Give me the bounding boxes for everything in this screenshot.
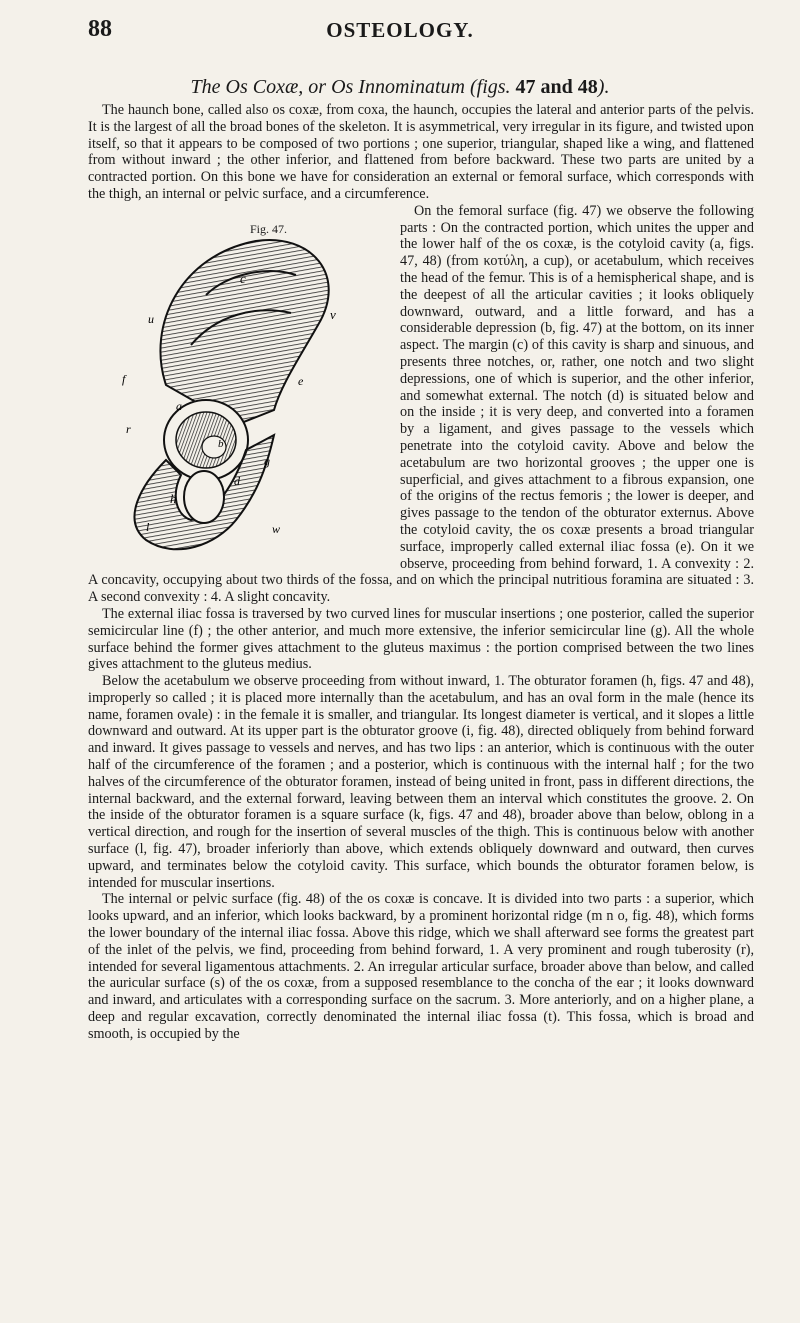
fig-letter-u: u (148, 311, 154, 326)
fig-letter-d: d (234, 473, 240, 488)
fig-letter-b: b (218, 437, 224, 450)
obturator-foramen-shape (184, 471, 224, 523)
title-text: The Os Coxæ, or Os Innominatum ( (190, 76, 477, 98)
paragraph-2 (88, 203, 754, 606)
fig-letter-e: e (298, 373, 304, 388)
fig-letter-c: c (240, 270, 246, 286)
page-number: 88 (88, 16, 112, 42)
fig-letter-l: l (146, 519, 150, 534)
fig-letter-w: w (272, 521, 281, 536)
page-header (0, 14, 800, 54)
fig-letter-r: r (126, 421, 131, 436)
paragraph-2-text: On the femoral surface (fig. 47) we observe the following parts : On the contracted portion, which unites the upper and the lower half of the os coxæ, is the cotyloid cavity (a, figs. 47, 48) (from κοτύλη, a cup), or acetabulum, which receives the head of the femur. This is of a hemispherical shape, and is the deepest of all the articular cavities ; it looks obliquely downward, outward, and a little forward, and has a considerable depression (b, fig. 47) at the bottom, on its inner aspect. The margin (c) of this cavity is sharp and sinuous, and presents three notches, or, rather, one notch and two slight depressions, one of which is superior, and the other inferior, and somewhat external. The notch (d) is situated below and on the inside ; it is very deep, and converted into a foramen by a ligament, and gives passage to the vessels which penetrate into the cotyloid cavity. Above and below the acetabulum are two horizontal grooves ; the upper one is superficial, and gives attachment to a fibrous expansion, one of the origins of the rectus femoris ; the lower is deeper, and gives passage to the tendon of the obturator externus. Above the cotyloid cavity, the os coxæ presents a broad triangular surface, improperly called external iliac fossa (e). On it we observe, proceeding from behind forward, 1. A convexity : 2. A concavity, occupying about two thirds of the fossa, and on which the principal nutritious foramina are situated : 3. A second convexity : 4. A slight concavity. (88, 202, 754, 606)
figure-label: Fig. 47. (250, 221, 288, 236)
iliac-wing-shape (160, 240, 328, 425)
body-text (88, 102, 754, 1043)
figure-47 (86, 221, 392, 567)
hip-bone-illustration (86, 235, 386, 565)
fig-letter-v: v (330, 306, 336, 322)
fig-letter-f: f (122, 371, 126, 386)
paragraph-1: The haunch bone, called also os coxæ, from coxa, the haunch, occupies the lateral and anterior parts of the pelvis. It is the largest of all the broad bones of the skeleton. It is asymmetrical, very irregular in its figure, and twisted upon itself, so that it appears to be composed of two portions ; one superior, triangular, shaped like a wing, and flattened from without inward ; the other inferior, and flattened from before backward. These two parts are united by a contracted portion. On this bone we have for consideration an external or femoral surface, which corresponds with the thigh, an internal or pelvic surface, and a circumference. (88, 102, 754, 202)
title-fig-numbers: 47 and 48 (510, 76, 598, 98)
paragraph-3: The external iliac fossa is traversed by two curved lines for muscular insertions ; one posterior, called the superior semicircular line (f) ; the other anterior, and much more extensive, the inferior semicircular line (g). All the whole surface behind the former gives attachment to the gluteus maximus : the portion comprised between the two lines gives attachment to the gluteus medius. (88, 605, 754, 673)
running-head: OSTEOLOGY. (326, 18, 474, 42)
fig-letter-a: a (176, 398, 182, 413)
title-figs: figs. (476, 76, 511, 98)
title-close: ). (597, 76, 610, 98)
paragraph-4: Below the acetabulum we observe proceeding from without inward, 1. The obturator foramen (h, figs. 47 and 48), improperly so called ; it is placed more internally than the acetabulum, and has an oval form in the male (hence its name, foramen ovale) : in the female it is smaller, and triangular. Its longest diameter is vertical, and it slopes a little downward and outward. At its upper part is the obturator groove (i, fig. 48), directed obliquely from behind forward and inward. It gives passage to vessels and nerves, and has two lips : an anterior, which is continuous with the outer half of the circumference of the foramen ; and a posterior, which is continuous with the internal half ; for the two halves of the circumference of the obturator foramen, instead of being united in front, pass in different directions, the internal backward, and the external forward, leaving between them an interval which constitutes the groove. 2. On the inside of the obturator foramen is a square surface (k, figs. 47 and 48), broader above than below, oblong in a vertical direction, and rough for the insertion of several muscles of the thigh. This is continuous below with another surface (l, fig. 47), broader inferiorly than above, which extends obliquely downward and outward, then curves upward, and terminates below the cotyloid cavity. This surface, which bounds the obturator foramen below, is intended for muscular insertions. (88, 673, 754, 891)
fig-letter-h: h (170, 490, 177, 506)
section-title (0, 76, 800, 99)
fig-letter-g: g (264, 453, 270, 468)
paragraph-5: The internal or pelvic surface (fig. 48) of the os coxæ is concave. It is divided into two parts : a superior, which looks upward, and an inferior, which looks backward, by a prominent horizontal ridge (m n o, fig. 48), which forms the lower boundary of the internal iliac fossa. Above this ridge, which we shall afterward see forms the greatest part of the inlet of the pelvis, we find, proceeding from behind forward, 1. A very prominent and rough tuberosity (r), intended for several ligamentous attachments. 2. An irregular articular surface, broader above than below, and called the auricular surface (s) of the os coxæ, from a supposed resemblance to the concha of the ear ; it looks downward and inward, and articulates with a corresponding surface on the sacrum. 3. More anteriorly, and on a higher plane, a deep and regular excavation, correctly denominated the internal iliac fossa (t). This fossa, which is broad and smooth, is occupied by the (88, 891, 754, 1042)
